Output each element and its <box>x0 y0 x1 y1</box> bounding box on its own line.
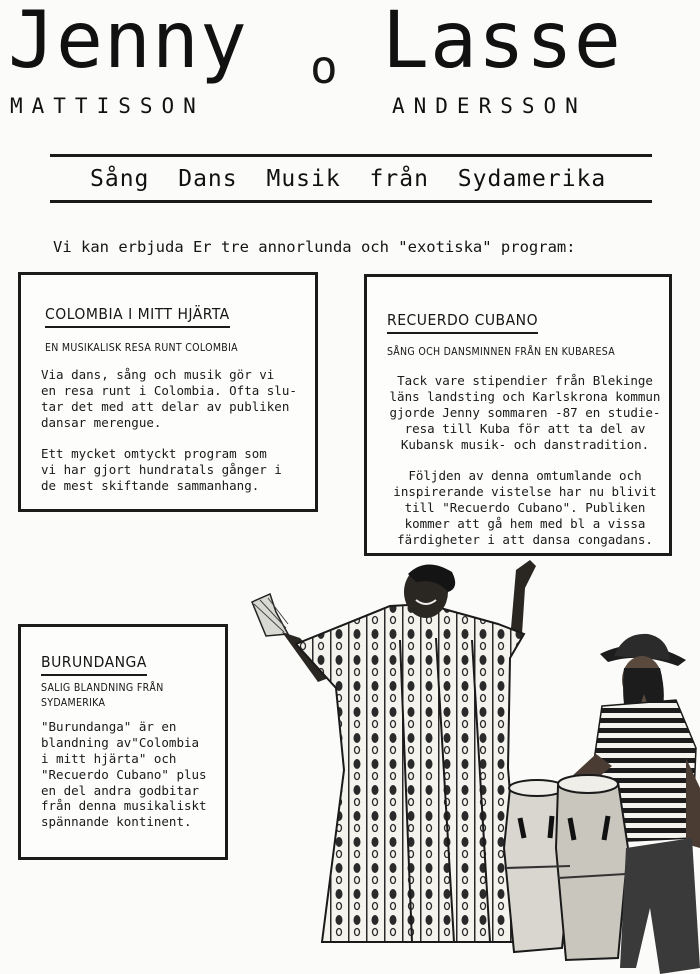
dancer-raised-arm <box>510 560 536 640</box>
conga-drums-icon <box>504 775 628 960</box>
surname-andersson: ANDERSSON <box>392 94 587 118</box>
program-box-colombia <box>18 272 318 512</box>
program-subtitle-recuerdo-cubano: SÅNG OCH DANSMINNEN FRÅN EN KUBARESA <box>387 346 615 358</box>
connector-o: o <box>310 40 338 94</box>
program-text-recuerdo-cubano: Tack vare stipendier från Blekinge läns landsting och Karlskrona kommun gjorde Jenny sommaren -87 en studie- resa till Kuba för att ta del av Kubansk musik- och danstradition. Följden av denna omtumlande och inspirerande vistelse har nu blivit till "Recuerdo Cubano". Publiken kommer att gå hem med bl a vissa färdigheter i att dansa congadans. <box>389 373 661 547</box>
first-name-jenny: Jenny <box>8 0 248 86</box>
performers-photo <box>240 548 700 974</box>
program-subtitle-burundanga: SALIG BLANDNING FRÅN SYDAMERIKA <box>41 682 164 710</box>
program-text-burundanga: "Burundanga" är en blandning av"Colombia i mitt hjärta" och "Recuerdo Cubano" plus en del andra godbitar från denna musikaliskt spännande kontinent. <box>41 719 207 830</box>
program-box-burundanga <box>18 624 228 860</box>
intro-text: Vi kan erbjuda Er tre annorlunda och "exotiska" program: <box>53 238 576 256</box>
first-name-lasse: Lasse <box>382 0 622 86</box>
fan-icon <box>252 594 288 636</box>
program-subtitle-colombia: EN MUSIKALISK RESA RUNT COLOMBIA <box>45 342 238 354</box>
tagline: Sång Dans Musik från Sydamerika <box>90 166 607 192</box>
program-title-burundanga: BURUNDANGA <box>41 653 147 676</box>
program-text-colombia: Via dans, sång och musik gör vi en resa runt i Colombia. Ofta slu- tar det med att delar av publiken dansar merengue. Ett mycket omtyckt program som vi har gjort hundratals gånger i de mest skiftande sammanhang. <box>41 367 297 494</box>
bottom-rule <box>50 200 652 203</box>
program-title-colombia: COLOMBIA I MITT HJÄRTA <box>45 305 230 328</box>
surname-mattisson: MATTISSON <box>10 94 205 118</box>
top-rule <box>50 154 652 157</box>
program-title-recuerdo-cubano: RECUERDO CUBANO <box>387 311 538 334</box>
program-box-recuerdo-cubano <box>364 274 672 556</box>
